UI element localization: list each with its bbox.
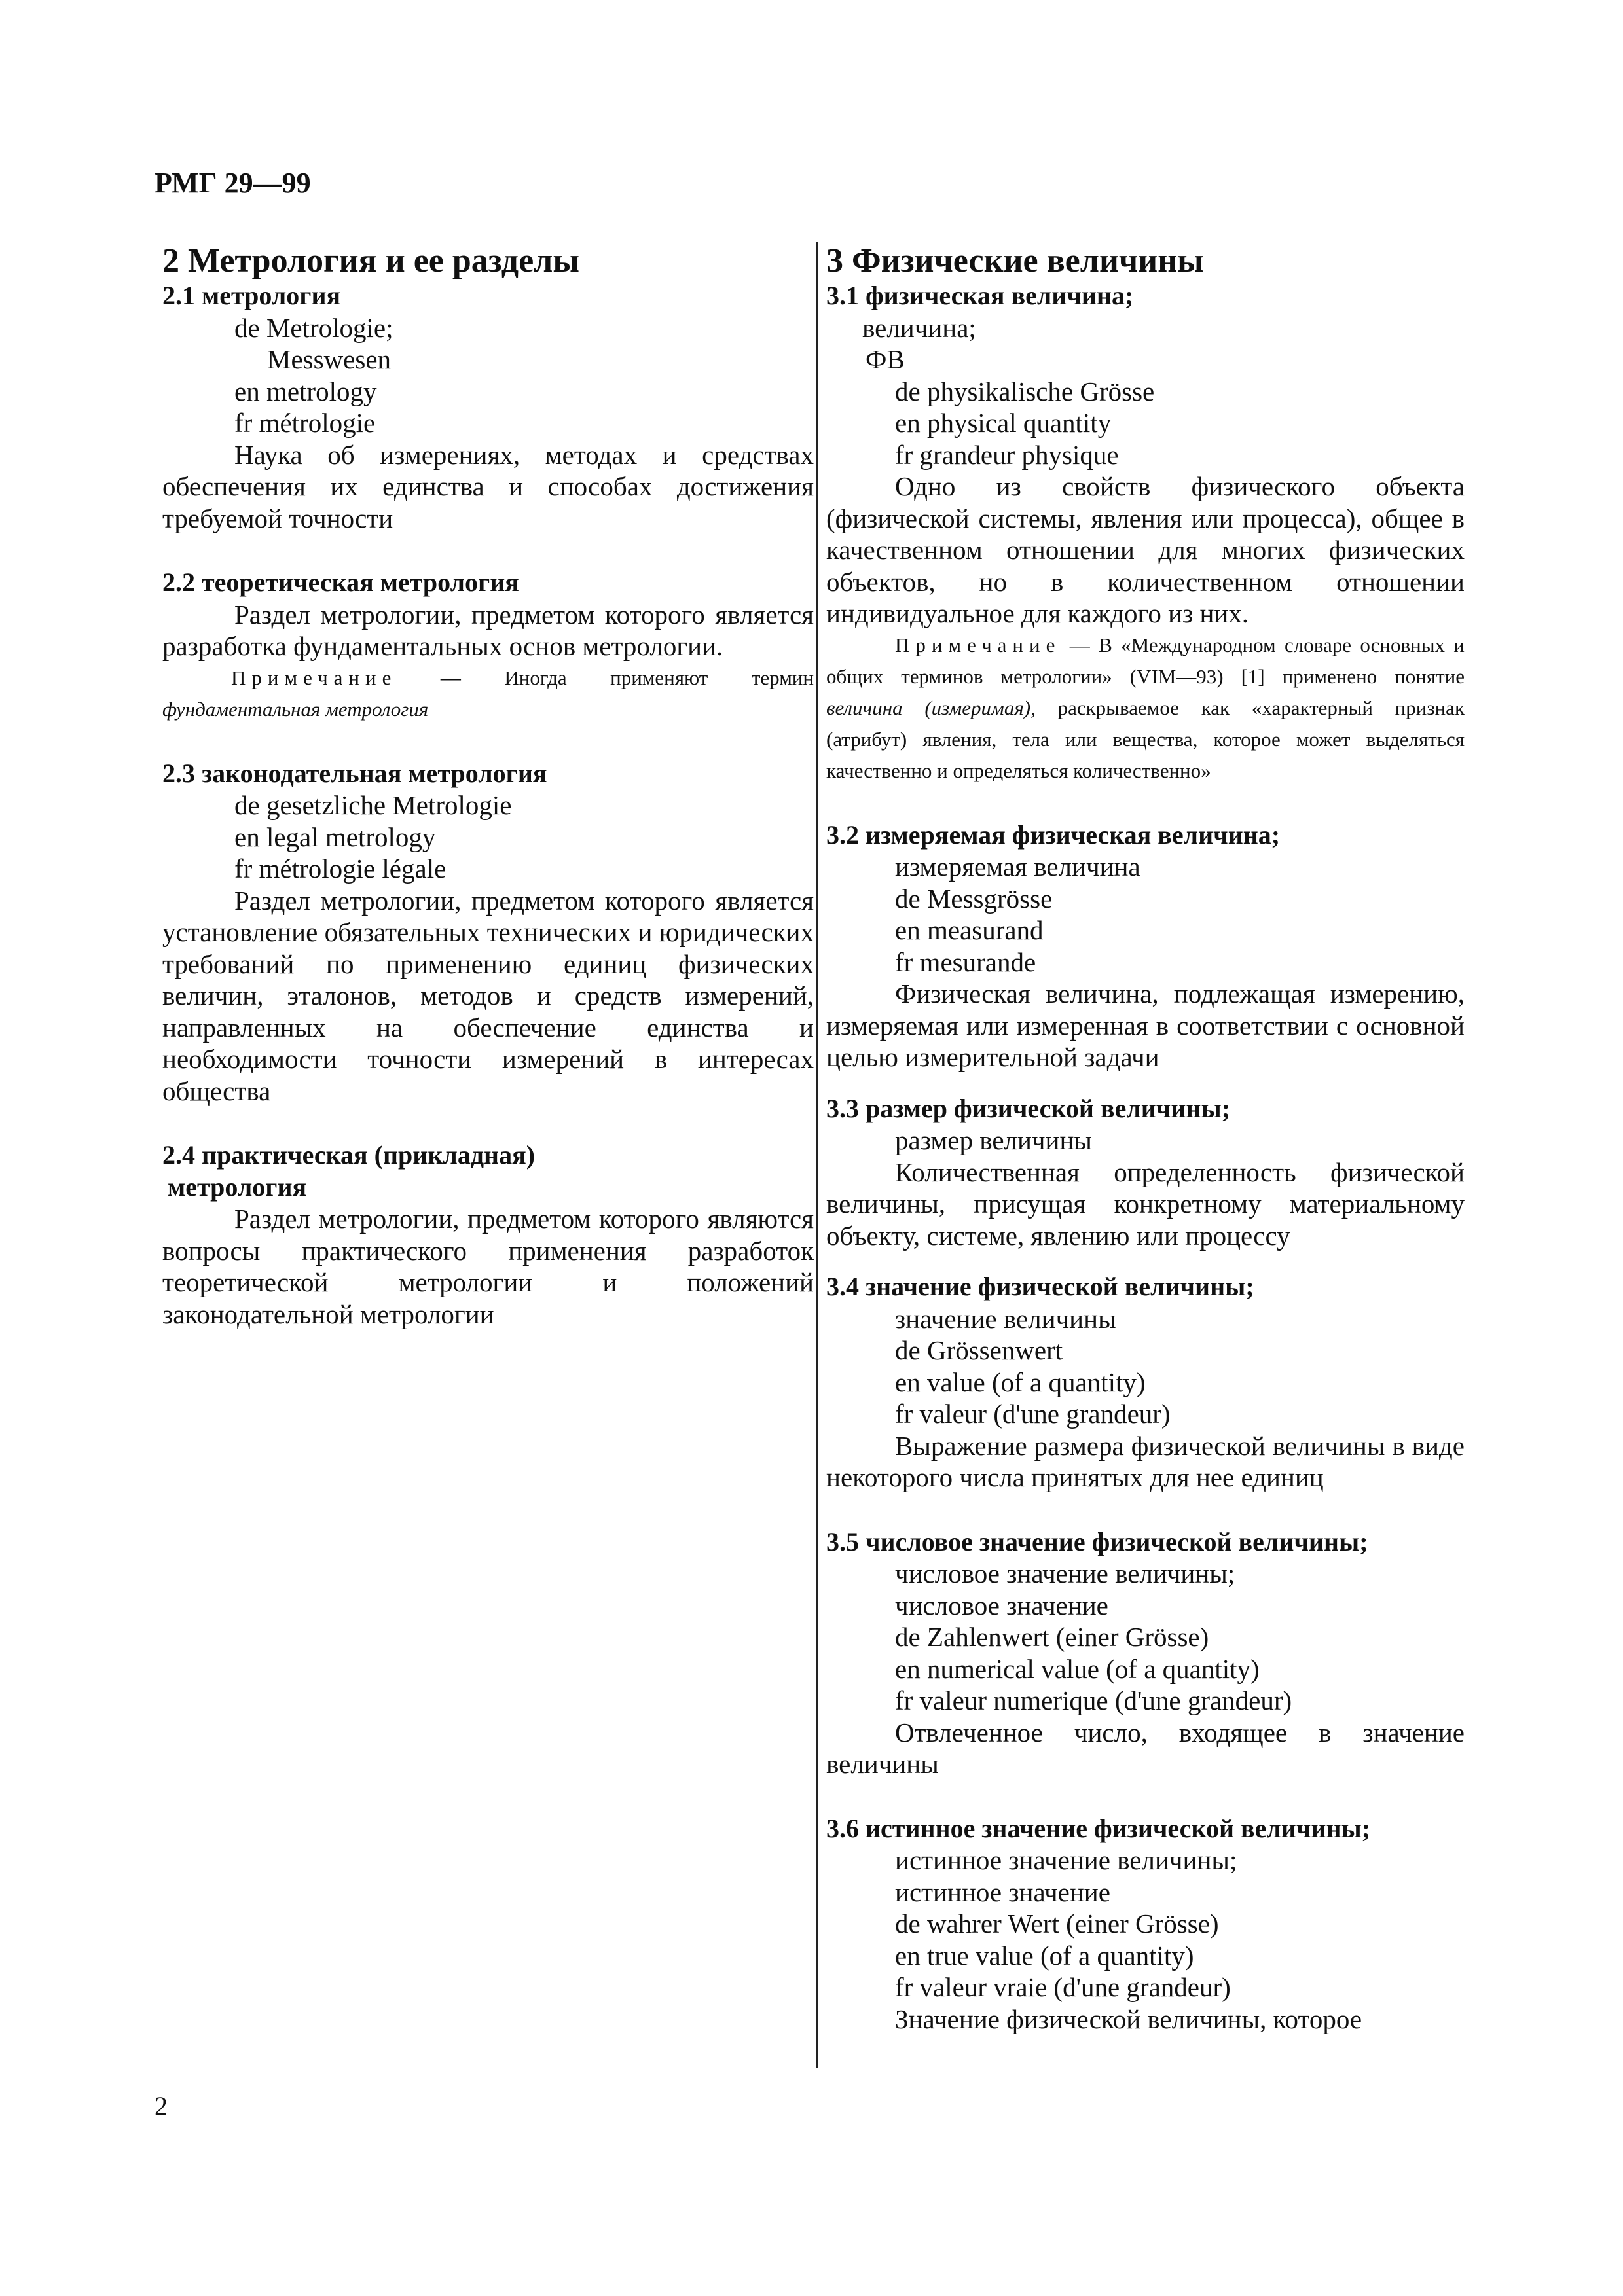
term-2-2-definition: Раздел метрологии, предметом которого является разработка фундаментальных основ метрологии. (162, 599, 814, 661)
term-3-2-en: en measurand (895, 915, 1044, 945)
term-2-3-definition: Раздел метрологии, предметом которого является установление обязательных технических и юридических требований по применению единиц физических величин, эталонов, методов и средств измерений, направленных на обеспечение единства и необходимости точности измерений в интересах общества (162, 885, 814, 1106)
term-3-4-definition: Выражение размера физической величины в виде некоторого числа принятых для нее единиц (826, 1430, 1465, 1492)
term-2-4-line2: метрология (168, 1172, 307, 1202)
section-2-title: 2 Метрология и ее разделы (162, 242, 579, 279)
note-italic-term: величина (измеримая), (826, 696, 1036, 719)
term-3-1-abbreviation: ФВ (866, 344, 905, 374)
term-2-3-de: de gesetzliche Metrologie (234, 790, 512, 820)
term-3-5-en: en numerical value (of a quantity) (895, 1653, 1260, 1684)
term-2-1-en: en metrology (234, 376, 377, 406)
note-text: — В «Международном словаре основных и общих терминов метрологии» (VIM—93) [1] применено понятие (826, 633, 1465, 688)
term-2-4-line1: 2.4 практическая (прикладная) (162, 1140, 536, 1170)
term-3-1-en: en physical quantity (895, 408, 1112, 438)
term-3-3-definition: Количественная определенность физической величины, присущая конкретному материальному объекту, системе, явлению или процессу (826, 1157, 1465, 1251)
right-column (826, 242, 1465, 2035)
term-2-1: 2.1 метрология (162, 281, 341, 310)
term-2-3-fr: fr métrologie légale (234, 853, 447, 884)
note-text-cont: раскрываемое как «характерный признак (атрибут) явления, тела или вещества, которое может выделяться качественно и определяться количественно» (826, 696, 1465, 782)
note-text: — Иногда применяют термин (397, 666, 814, 689)
term-3-2-definition: Физическая величина, подлежащая измерению, измеряемая или измеренная в соответствии с основной целью измерительной задачи (826, 978, 1465, 1072)
term-3-1: 3.1 физическая величина; (826, 281, 1134, 310)
term-3-1-fr: fr grandeur physique (895, 439, 1119, 470)
term-3-2-de: de Messgrösse (895, 883, 1053, 914)
term-3-5-definition: Отвлеченное число, входящее в значение величины (826, 1717, 1465, 1779)
term-3-4: 3.4 значение физической величины; (826, 1272, 1254, 1301)
term-3-1-synonym: величина; (862, 312, 976, 343)
term-3-6-fr: fr valeur vraie (d'une grandeur) (895, 1972, 1231, 2002)
column-divider (816, 242, 818, 2068)
term-3-4-en: en value (of a quantity) (895, 1367, 1146, 1397)
term-3-6-en: en true value (of a quantity) (895, 1940, 1194, 1971)
term-3-2-synonym: измеряемая величина (895, 852, 1140, 882)
term-3-5-synonym-1: числовое значение величины; (895, 1558, 1235, 1588)
term-2-2-note (162, 662, 814, 725)
term-2-4-definition: Раздел метрологии, предметом которого являются вопросы практического применения разработок теоретической метрологии и положений законодательной метрологии (162, 1204, 814, 1329)
term-3-5: 3.5 числовое значение физической величины; (826, 1526, 1368, 1556)
term-3-5-fr: fr valeur numerique (d'une grandeur) (895, 1685, 1292, 1715)
term-3-6: 3.6 истинное значение физической величины; (826, 1813, 1371, 1843)
term-3-4-de: de Grössenwert (895, 1335, 1063, 1365)
document-code-header: РМГ 29—99 (155, 167, 311, 199)
term-3-1-definition: Одно из свойств физического объекта (физической системы, явления или процесса), общее в качественном отношении для многих физических объектов, но в количественном отношении индивидуальное для каждого из них. (826, 471, 1465, 628)
note-label: Примечание (231, 666, 397, 689)
term-3-4-synonym: значение величины (895, 1303, 1116, 1334)
term-3-3: 3.3 размер физической величины; (826, 1093, 1231, 1123)
term-3-6-synonym-2: истинное значение (895, 1876, 1110, 1907)
term-2-1-de: de Metrologie; (234, 312, 393, 343)
section-3-title: 3 Физические величины (826, 242, 1204, 279)
term-2-1-definition: Наука об измерениях, методах и средствах обеспечения их единства и способах достижения требуемой точности (162, 439, 814, 533)
term-3-6-de: de wahrer Wert (einer Grösse) (895, 1909, 1219, 1939)
term-2-3-en: en legal metrology (234, 821, 436, 852)
term-3-5-synonym-2: числовое значение (895, 1590, 1108, 1621)
term-3-5-de: de Zahlenwert (einer Grösse) (895, 1622, 1209, 1652)
term-2-1-de-alt: Messwesen (267, 344, 392, 374)
term-2-3: 2.3 законодательная метрология (162, 758, 547, 788)
page-number: 2 (155, 2091, 168, 2121)
term-3-3-synonym: размер величины (895, 1125, 1092, 1155)
note-italic-term: фундаментальная метрология (162, 697, 429, 721)
left-column (162, 242, 814, 1330)
term-2-2: 2.2 теоретическая метрология (162, 567, 519, 597)
note-label: Примечание (895, 633, 1061, 656)
term-3-6-definition: Значение физической величины, которое (895, 2003, 1362, 2034)
term-3-4-fr: fr valeur (d'une grandeur) (895, 1399, 1171, 1429)
term-3-2-fr: fr mesurande (895, 946, 1036, 977)
term-3-2: 3.2 измеряемая физическая величина; (826, 819, 1281, 850)
term-3-1-note (826, 630, 1465, 787)
term-3-1-de: de physikalische Grösse (895, 376, 1155, 406)
term-3-6-synonym-1: истинное значение величины; (895, 1845, 1237, 1875)
term-2-1-fr: fr métrologie (234, 408, 376, 438)
